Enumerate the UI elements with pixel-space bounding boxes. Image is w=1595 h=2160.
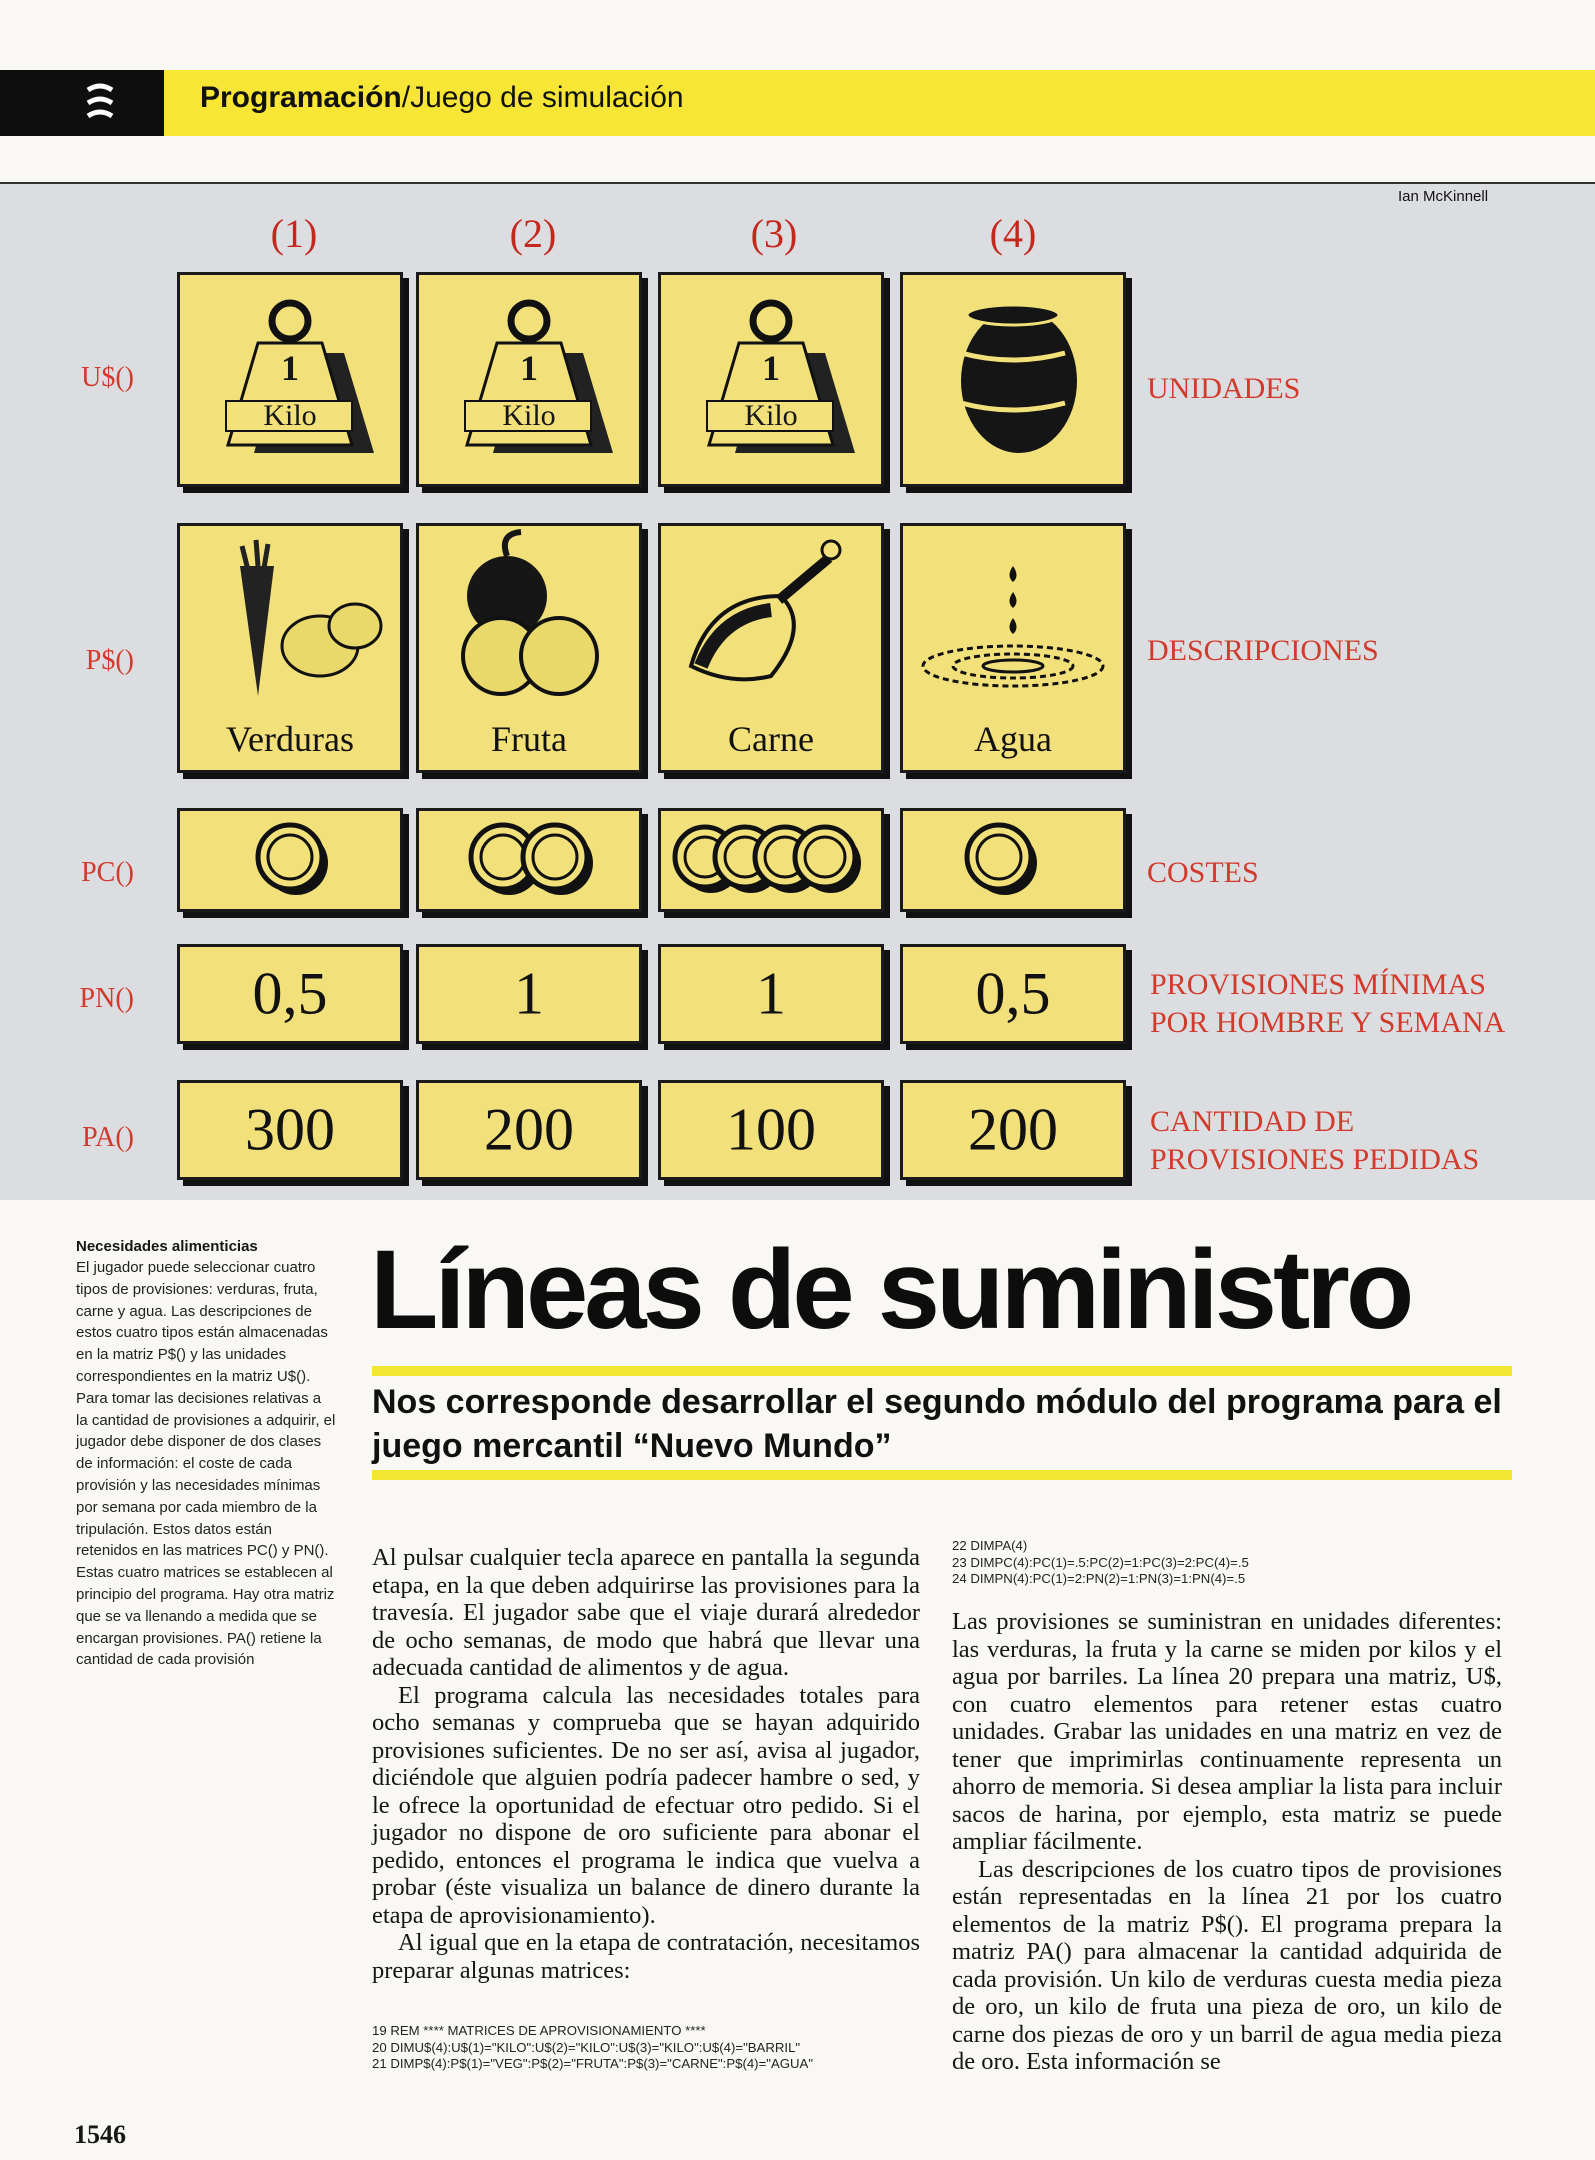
tile-cost [177,808,403,912]
row-label-descriptions: P$() [85,645,134,676]
gold-coins-icon [661,811,881,909]
tile-minimum: 1 [658,944,884,1044]
section-logo [0,70,164,136]
row-desc-descriptions: DESCRIPCIONES [1147,634,1379,667]
tile-desc-fruit [416,523,642,773]
vegetables-icon [180,526,400,716]
column-number: (2) [509,211,557,256]
tile-unit-kilo: 1 Kilo [177,272,403,487]
column-number: (3) [750,211,798,256]
caption-text: El jugador puede seleccionar cuatro tipos de provisiones: verduras, fruta, carne y agua. Las descripciones de estos cuatro tipos están almacenadas en la matriz P$() y las unidades correspondientes en la matriz U$(). Para tomar las decisiones relativas a la cantidad de provisiones a adquirir, el jugador debe disponer de dos clases de información: el coste de cada provisión y las necesidades mínimas por semana por cada miembro de la tripulación. Estos datos están retenidos en las matrices PC() y PN(). Estas cuatro matrices se establecen al principio del programa. Hay otra matriz que se va llenando a medida que se encargan provisiones. PA() retiene la cantidad de cada provisión [76,1259,336,1669]
row-desc-minimum: PROVISIONES MÍNIMAS POR HOMBRE Y SEMANA [1150,968,1506,1039]
paragraph: Al pulsar cualquier tecla aparece en pantalla la segunda etapa, en la que deben adquirirse las provisiones para la travesía. El jugador sabe que el viaje durará alrededor de ocho semanas, de modo que habrá que llevar una adecuada cantidad de alimentos y de agua. [372,1544,920,1681]
row-label-costs: PC() [81,857,134,888]
tile-caption: Verduras [226,719,354,759]
water-drop-icon [903,526,1123,716]
page-number: 1546 [74,2120,126,2149]
illustrator-credit: Ian McKinnell [1398,188,1489,205]
tile-unit-kilo: 1 Kilo [416,272,642,487]
tile-caption: Carne [728,719,814,759]
row-desc-units: UNIDADES [1147,372,1301,405]
caption-title: Necesidades alimenticias [76,1238,258,1255]
gold-coin-icon [180,811,400,909]
fruit-icon [419,526,639,716]
code-listing-2: 22 DIMPA(4) 23 DIMPC(4):PC(1)=.5:PC(2)=1:PC(3)=2:PC(4)=.5 24 DIMPN(4):PC(1)=2:PN(2)=1:PN(3)=1:PN(4)=.5 [952,1538,1249,1586]
tile-minimum: 1 [416,944,642,1044]
gold-coins-icon [419,811,639,909]
tile-cost [658,808,884,912]
paragraph: El programa calcula las necesidades totales para ocho semanas y comprueba que se hayan adquirido provisiones suficientes. De no ser así, avisa al jugador, diciéndole que alguien podría padecer hambre o sed, y le ofrece la oportunidad de efectuar otro pedido. Si el jugador no dispone de oro suficiente para abonar el pedido, entonces el programa le indica que vuelva a probar (éste visualiza un balance de dinero durante la etapa de aprovisionamiento). [372,1681,920,1929]
row-desc-ordered: CANTIDAD DE PROVISIONES PEDIDAS [1150,1105,1480,1176]
tile-ordered: 200 [900,1080,1126,1180]
tile-desc-meat [658,523,884,773]
row-label-ordered: PA() [82,1122,134,1153]
tile-desc-vegetables [177,523,403,773]
article-headline: Líneas de suministro [370,1227,1411,1352]
tile-unit-barrel [900,272,1126,487]
paragraph: Las descripciones de los cuatro tipos de provisiones están representadas en la línea 21 por los cuatro elementos de la matriz P$(). El programa prepara la matriz PA() para almacenar la cantidad adquirida de cada provisión. Un kilo de verduras cuesta media pieza de oro, un kilo de fruta una pieza de oro, un kilo de carne dos piezas de oro y un barril de agua media pieza de oro. Esta información se [952,1855,1502,2075]
column-number: (1) [270,211,318,256]
code-listing-1: 19 REM **** MATRICES DE APROVISIONAMIENTO **** 20 DIMU$(4):U$(1)="KILO":U$(2)="KILO":U$(3)="KILO":U$(4)="BARRIL" 21 DIMP$(4):P$(1)="VEG":P$(2)="FRUTA":P$(3)="CARNE":P$(4)="AGUA" [372,2023,814,2071]
wave-logo-icon [0,70,164,136]
tile-ordered: 200 [416,1080,642,1180]
tile-cost [900,808,1126,912]
column-number: (4) [989,211,1037,256]
meat-leg-icon [661,526,881,716]
row-label-units: U$() [81,362,134,393]
tile-caption: Fruta [491,719,567,759]
tile-minimum: 0,5 [900,944,1126,1044]
tile-ordered: 100 [658,1080,884,1180]
gold-coin-icon [903,811,1123,909]
tile-unit-kilo: 1 Kilo [658,272,884,487]
tile-ordered: 300 [177,1080,403,1180]
tile-desc-water [900,523,1126,773]
tile-caption: Agua [974,719,1052,759]
paragraph: Las provisiones se suministran en unidades diferentes: las verduras, la fruta y la carne se miden por kilos y el agua por barriles. La línea 20 prepara una matriz, U$, con cuatro elementos para retener estas cuatro unidades. Grabar las unidades en una matriz en vez de tener que imprimirlas continuamente representa un ahorro de memoria. Si desea ampliar la lista para incluir sacos de harina, por ejemplo, esta matriz se puede ampliar fácilmente. [952,1608,1502,1855]
row-desc-costs: COSTES [1147,856,1259,889]
article-subtitle: Nos corresponde desarrollar el segundo módulo del programa para el juego mercantil “Nuevo Mundo” [372,1383,1502,1465]
row-label-minimum: PN() [79,983,134,1014]
body-column-2 [952,1608,1502,2076]
tile-minimum: 0,5 [177,944,403,1044]
section-title: Programación/Juego de simulación [200,81,684,114]
tile-cost [416,808,642,912]
yellow-rule [372,1470,1512,1480]
barrel-icon [903,275,1123,484]
body-column-1 [372,1544,920,1984]
yellow-rule [372,1366,1512,1376]
paragraph: Al igual que en la etapa de contratación, necesitamos preparar algunas matrices: [372,1929,920,1984]
